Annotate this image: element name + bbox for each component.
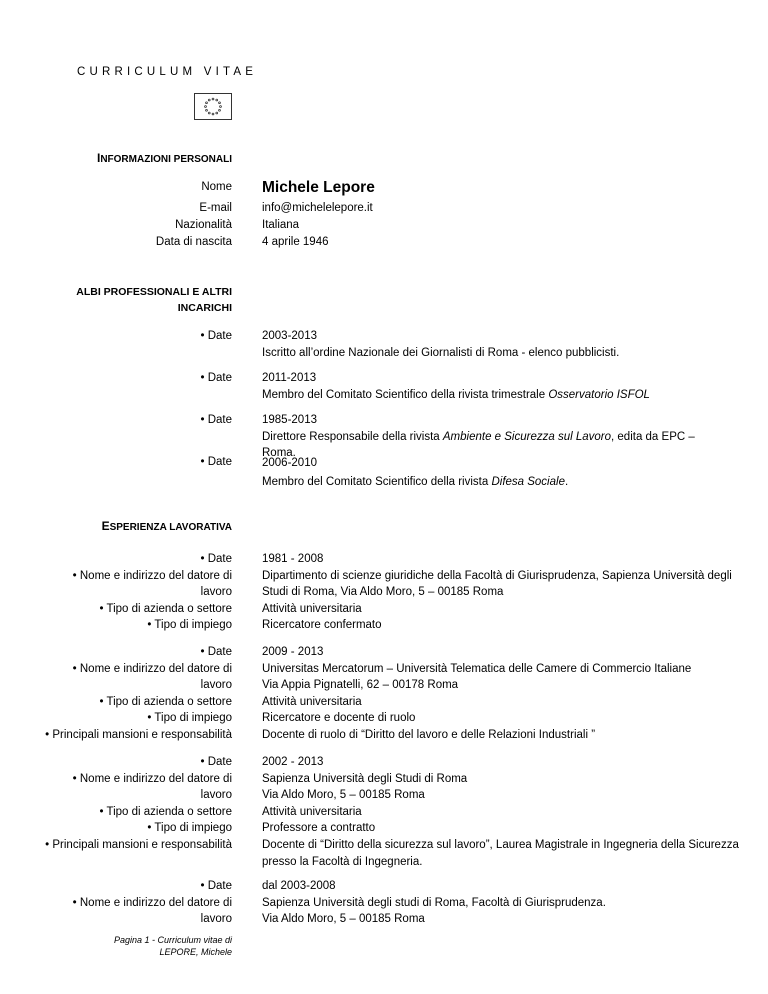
albi-date-label: • Date: [200, 456, 232, 468]
experience-values: [262, 551, 742, 634]
albi-date-label: • Date: [200, 414, 232, 426]
experience-job: Professore a contratto: [262, 822, 376, 835]
experience-date: dal 2003-2008: [262, 880, 336, 892]
birth-value: 4 aprile 1946: [262, 236, 329, 248]
experience-values: [262, 644, 742, 744]
experience-employer: Studi di Roma, Via Aldo Moro, 5 – 00185 Roma: [262, 586, 504, 599]
section-albi: ALBI PROFESSIONALI E ALTRI INCARICHI: [76, 286, 232, 314]
experience-job: Ricercatore confermato: [262, 619, 382, 632]
experience-entry: [0, 551, 768, 634]
experience-entry: [0, 754, 768, 870]
personal-birth-row: [0, 234, 768, 251]
experience-duties: Docente di ruolo di “Diritto del lavoro e delle Relazioni Industriali ”: [262, 728, 596, 741]
albi-entry: [0, 328, 768, 361]
experience-entry: [0, 878, 768, 928]
personal-nationality-row: [0, 217, 768, 234]
albi-entry: [0, 454, 768, 492]
experience-labels: • Date • Nome e indirizzo del datore di lavoro: [72, 880, 232, 926]
albi-date: 2011-2013: [262, 372, 317, 384]
section-personal-info: INFORMAZIONI PERSONALI: [96, 151, 232, 165]
albi-desc: Membro del Comitato Scientifico della rivista trimestrale Osservatorio ISFOL: [262, 388, 650, 401]
birth-label: Data di nascita: [155, 236, 232, 248]
experience-duties: presso la Facoltà di Ingegneria.: [262, 855, 423, 868]
albi-date: 2003-2013: [262, 330, 317, 342]
experience-sector: Attività universitaria: [262, 695, 362, 708]
nationality-value: Italiana: [262, 219, 300, 231]
eu-flag-stars: [195, 94, 231, 119]
email-label: E-mail: [199, 202, 232, 214]
experience-duties: Docente di “Diritto della sicurezza sul lavoro”, Laurea Magistrale in Ingegneria della Sicurezza: [262, 838, 739, 851]
albi-date-label: • Date: [200, 330, 232, 342]
experience-sector: Attività universitaria: [262, 602, 362, 615]
name-label: Nome: [201, 181, 232, 193]
albi-date: 1985-2013: [262, 414, 317, 426]
nationality-label: Nazionalità: [175, 219, 232, 231]
albi-desc: Membro del Comitato Scientifico della rivista Difesa Sociale.: [262, 476, 569, 488]
experience-job: Ricercatore e docente di ruolo: [262, 712, 416, 725]
section-experience: ESPERIENZA LAVORATIVA: [101, 519, 232, 533]
document-title: CURRICULUM VITAE: [77, 66, 258, 78]
albi-entry-text: [262, 454, 722, 492]
name-value: Michele Lepore: [262, 179, 375, 196]
experience-values: [262, 754, 742, 870]
experience-employer: Via Aldo Moro, 5 – 00185 Roma: [262, 789, 425, 802]
page-footer: Pagina 1 - Curriculum vitae di LEPORE, Michele: [113, 935, 232, 957]
experience-employer: Via Aldo Moro, 5 – 00185 Roma: [262, 913, 425, 926]
experience-employer: Dipartimento di scienze giuridiche della Facoltà di Giurisprudenza, Sapienza Università degli: [262, 569, 732, 582]
experience-values: [262, 878, 742, 928]
albi-desc: Direttore Responsabile della rivista Ambiente e Sicurezza sul Lavoro, edita da EPC – Roma.: [262, 430, 695, 460]
eu-flag-icon: [194, 93, 232, 120]
experience-date: 2009 - 2013: [262, 646, 324, 658]
experience-employer: Universitas Mercatorum – Università Telematica delle Camere di Commercio Italiane: [262, 662, 692, 675]
experience-employer: Via Appia Pignatelli, 62 – 00178 Roma: [262, 679, 459, 692]
experience-employer: Sapienza Università degli studi di Roma, Facoltà di Giurisprudenza.: [262, 896, 606, 909]
experience-entry: [0, 644, 768, 744]
albi-desc: Iscritto all’ordine Nazionale dei Giornalisti di Roma - elenco pubblicisti.: [262, 346, 620, 359]
experience-labels: • Date • Nome e indirizzo del datore di lavoro • Tipo di azienda o settore • Tipo di impiego: [72, 553, 232, 632]
personal-name-row: [0, 180, 768, 198]
albi-entry: [0, 370, 768, 403]
personal-email-row: [0, 200, 768, 217]
experience-date: 2002 - 2013: [262, 756, 324, 768]
experience-labels: • Date • Nome e indirizzo del datore di lavoro • Tipo di azienda o settore • Tipo di impiego • Principali mansioni e responsabilità: [45, 756, 232, 851]
email-value: info@michelelepore.it: [262, 202, 373, 214]
albi-date-label: • Date: [200, 372, 232, 384]
albi-date: 2006-2010: [262, 457, 317, 469]
experience-date: 1981 - 2008: [262, 553, 324, 565]
albi-entry-text: [262, 370, 722, 403]
experience-sector: Attività universitaria: [262, 805, 362, 818]
albi-entry-text: [262, 328, 722, 361]
experience-employer: Sapienza Università degli Studi di Roma: [262, 772, 468, 785]
experience-labels: • Date • Nome e indirizzo del datore di lavoro • Tipo di azienda o settore • Tipo di impiego • Principali mansioni e responsabilità: [45, 646, 232, 741]
